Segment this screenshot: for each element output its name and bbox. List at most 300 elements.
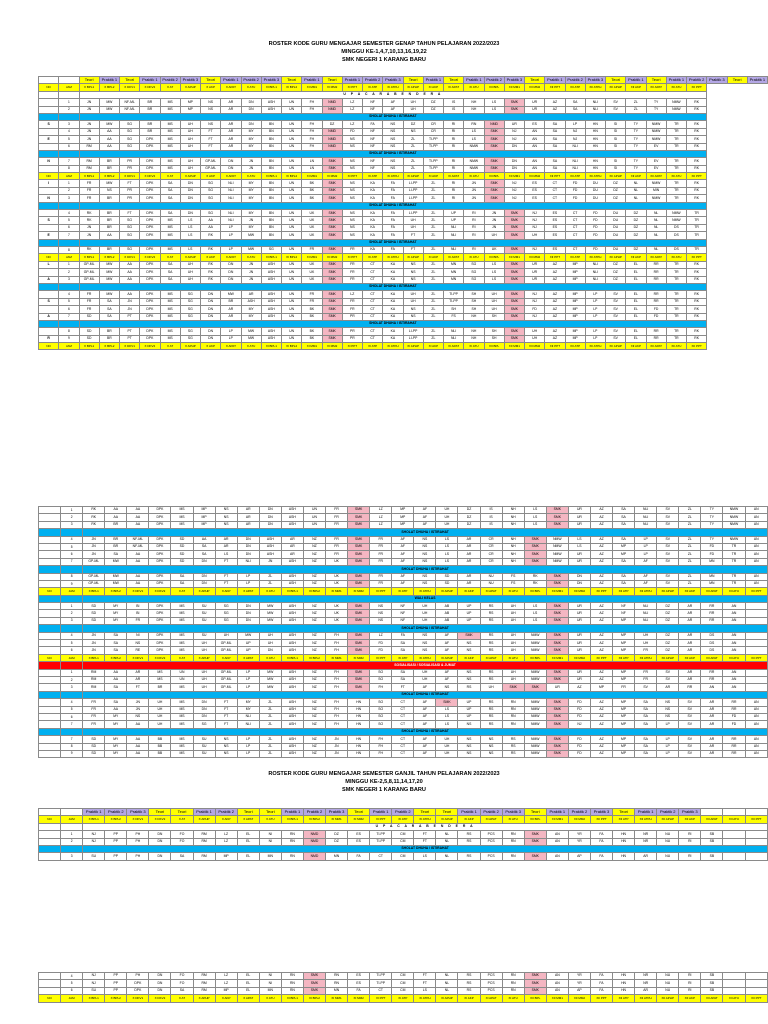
roster-cell: S: [39, 217, 59, 224]
roster-cell: [61, 625, 83, 632]
roster-cell: XII ATU: [723, 654, 745, 661]
table-row: [39, 210, 768, 217]
roster-cell: TR: [666, 269, 686, 276]
roster-cell: SHOLAT DHUHA / ISTIRAHAT: [83, 728, 768, 735]
roster-cell: [39, 291, 59, 298]
roster-cell: BR: [99, 224, 119, 231]
roster-cell: CT: [392, 699, 414, 706]
roster-cell: LP: [221, 335, 241, 342]
roster-cell: XII BPL: [524, 995, 546, 1002]
roster-cell: SMK: [524, 980, 546, 987]
roster-cell: [61, 728, 83, 735]
roster-cell: XI MM2: [348, 995, 370, 1002]
roster-cell: ASH: [281, 617, 303, 624]
roster-cell: NH: [464, 328, 484, 335]
roster-cell: NLI: [444, 246, 464, 253]
roster-cell: 9: [59, 335, 79, 342]
roster-cell: NMW: [524, 713, 546, 720]
roster-cell: SHOLAT DHUHA / ISTIRAHAT: [83, 566, 768, 573]
roster-cell: MY: [237, 706, 259, 713]
roster-cell: MP: [613, 676, 635, 683]
sholat-band: [39, 113, 768, 120]
roster-cell: NL: [436, 853, 458, 860]
roster-cell: LP: [585, 291, 605, 298]
roster-cell: DPK: [140, 232, 160, 239]
roster-cell: XI MM2: [322, 84, 342, 91]
roster-cell: MP: [565, 291, 585, 298]
roster-cell: X DKV2: [149, 995, 171, 1002]
roster-cell: XII APHP: [657, 995, 679, 1002]
roster-cell: AN: [745, 543, 768, 550]
roster-cell: AF: [635, 558, 657, 565]
table-row: [39, 632, 768, 639]
roster-cell: MY: [105, 736, 127, 743]
roster-cell: RM: [193, 973, 215, 980]
roster-cell: NLI: [585, 261, 605, 268]
roster-cell: SMK: [348, 617, 370, 624]
roster-cell: NO: [39, 588, 61, 595]
roster-cell: MP: [613, 640, 635, 647]
roster-cell: LS: [524, 514, 546, 521]
roster-cell: [39, 128, 59, 135]
roster-cell: RR: [701, 617, 723, 624]
roster-cell: Praktik 2: [105, 809, 127, 816]
roster-cell: AA: [201, 217, 221, 224]
roster-cell: DZ: [458, 514, 480, 521]
roster-cell: AB: [436, 610, 458, 617]
roster-cell: XII PPT: [745, 816, 768, 823]
roster-cell: SD: [83, 736, 105, 743]
roster-cell: LP: [657, 750, 679, 757]
roster-cell: FT: [215, 699, 237, 706]
roster-cell: Praktik 2: [241, 77, 261, 84]
roster-cell: X DKV1: [120, 343, 140, 350]
roster-cell: XII APAT: [701, 588, 723, 595]
roster-cell: AN: [723, 669, 745, 676]
roster-cell: NL: [436, 838, 458, 845]
roster-cell: UN: [171, 676, 193, 683]
roster-cell: BN: [261, 128, 281, 135]
roster-cell: SMK: [504, 224, 524, 231]
roster-cell: [39, 143, 59, 150]
roster-cell: NR: [635, 838, 657, 845]
table-row: [39, 136, 768, 143]
roster-cell: UP: [458, 699, 480, 706]
roster-cell: LZ: [342, 291, 362, 298]
roster-cell: CT: [565, 217, 585, 224]
roster-cell: AR: [458, 580, 480, 587]
roster-title-1: ROSTER KODE GURU MENGAJAR SEMESTER GENAP TAHUN PELAJARAN 2022/2023: [268, 41, 500, 47]
roster-cell: MP: [215, 987, 237, 994]
roster-cell: DPK: [140, 195, 160, 202]
roster-cell: MS: [160, 158, 180, 165]
roster-cell: AP: [568, 987, 590, 994]
roster-cell: AR: [237, 514, 259, 521]
roster-cell: FH: [326, 713, 348, 720]
roster-cell: UH: [193, 676, 215, 683]
roster-cell: NI: [259, 973, 281, 980]
roster-cell: XII ATP: [565, 84, 585, 91]
roster-cell: RI: [444, 128, 464, 135]
roster-cell: XI AKP: [423, 254, 443, 261]
roster-cell: LP: [237, 736, 259, 743]
roster-cell: 3: [61, 617, 83, 624]
roster-cell: ASH: [281, 750, 303, 757]
roster-cell: UH: [480, 684, 502, 691]
roster-cell: ES: [348, 980, 370, 987]
roster-cell: SMK: [322, 165, 342, 172]
roster-cell: MY: [105, 713, 127, 720]
roster-cell: SMK: [348, 558, 370, 565]
roster-cell: RK: [687, 187, 707, 194]
roster-cell: SMK: [524, 831, 546, 838]
roster-cell: SMK: [484, 165, 504, 172]
roster-cell: 1: [61, 507, 83, 514]
roster-cell: FH: [370, 750, 392, 757]
roster-cell: MP: [613, 713, 635, 720]
roster-cell: Teori: [237, 809, 259, 816]
roster-cell: FT: [127, 684, 149, 691]
roster-cell: FR: [302, 298, 322, 305]
roster-cell: RK: [79, 246, 99, 253]
roster-cell: UH: [193, 684, 215, 691]
roster-cell: Praktik 3: [504, 77, 524, 84]
roster-cell: SG: [120, 136, 140, 143]
roster-cell: [39, 224, 59, 231]
roster-cell: AF: [414, 721, 436, 728]
roster-cell: LP: [635, 543, 657, 550]
roster-cell: LP: [221, 328, 241, 335]
roster-cell: AZ: [545, 106, 565, 113]
roster-cell: SU: [193, 743, 215, 750]
roster-cell: NL: [646, 246, 666, 253]
roster-cell: DN: [237, 543, 259, 550]
roster-cell: NO: [39, 343, 59, 350]
roster-cell: 7: [61, 721, 83, 728]
roster-cell: X DKV1: [120, 84, 140, 91]
roster-cell: JN: [241, 158, 261, 165]
roster-cell: X AT: [160, 254, 180, 261]
roster-cell: UH: [180, 276, 200, 283]
roster-cell: MW: [221, 291, 241, 298]
roster-cell: ZL: [423, 298, 443, 305]
roster-cell: RR: [646, 276, 666, 283]
roster-cell: FH: [302, 121, 322, 128]
roster-cell: XII MM2: [525, 343, 545, 350]
roster-cell: ASH: [281, 676, 303, 683]
roster-cell: SMK: [504, 291, 524, 298]
roster-cell: HN: [348, 699, 370, 706]
roster-cell: Praktik 1: [458, 809, 480, 816]
roster-table-2: [38, 506, 768, 758]
roster-cell: NF-ML: [120, 106, 140, 113]
roster-cell: RN: [326, 980, 348, 987]
roster-cell: NH: [502, 514, 524, 521]
roster-cell: UH: [436, 750, 458, 757]
roster-cell: TY: [646, 99, 666, 106]
roster-cell: NS: [458, 676, 480, 683]
roster-cell: NMW: [646, 195, 666, 202]
roster-cell: TR: [687, 224, 707, 231]
roster-cell: NJ: [525, 224, 545, 231]
roster-cell: [39, 99, 59, 106]
roster-cell: XII ATU: [666, 84, 686, 91]
roster-cell: FT: [414, 831, 436, 838]
roster-cell: X AKP: [215, 588, 237, 595]
roster-cell: JN: [79, 136, 99, 143]
roster-cell: FH: [302, 136, 322, 143]
roster-cell: PCS: [480, 838, 502, 845]
roster-cell: KA: [363, 246, 383, 253]
roster-cell: XI APHP: [403, 343, 423, 350]
roster-cell: JN: [120, 298, 140, 305]
roster-cell: DN: [221, 269, 241, 276]
roster-cell: MW: [259, 603, 281, 610]
roster-cell: RS: [480, 676, 502, 683]
roster-cell: DPK: [149, 573, 171, 580]
roster-cell: NMW: [723, 536, 745, 543]
roster-cell: RM: [193, 980, 215, 987]
roster-cell: [59, 283, 79, 290]
roster-cell: BR: [105, 521, 127, 528]
roster-cell: MW: [99, 261, 119, 268]
roster-cell: Teori: [149, 809, 171, 816]
roster-cell: MY: [241, 180, 261, 187]
roster-cell: NS: [403, 261, 423, 268]
roster-cell: X BPL1: [83, 588, 105, 595]
roster-cell: MIN: [646, 187, 666, 194]
table-row: [39, 973, 768, 980]
roster-cell: FR: [326, 507, 348, 514]
roster-cell: RS: [480, 603, 502, 610]
roster-cell: FS: [502, 580, 524, 587]
roster-cell: TI-PP: [370, 838, 392, 845]
roster-cell: RK: [687, 128, 707, 135]
roster-cell: AN: [723, 676, 745, 683]
table-row: [39, 128, 768, 135]
roster-cell: BR: [99, 328, 119, 335]
roster-cell: MW: [99, 269, 119, 276]
roster-cell: SMK: [546, 521, 568, 528]
roster-cell: UH: [525, 232, 545, 239]
roster-cell: NS: [383, 121, 403, 128]
roster-cell: SG: [180, 298, 200, 305]
roster-cell: RN: [281, 987, 303, 994]
roster-cell: AZ: [590, 743, 612, 750]
roster-cell: DN: [193, 580, 215, 587]
roster-cell: [39, 838, 61, 845]
roster-cell: XI ATP: [392, 816, 414, 823]
roster-cell: IS: [480, 521, 502, 528]
roster-cell: TI-PP: [370, 980, 392, 987]
roster-cell: BR: [99, 335, 119, 342]
roster-cell: RS: [480, 713, 502, 720]
roster-cell: EL: [626, 328, 646, 335]
roster-cell: [39, 529, 61, 536]
roster-cell: UR: [568, 632, 590, 639]
roster-cell: AA: [99, 128, 119, 135]
roster-cell: XII ATP: [613, 588, 635, 595]
roster-cell: SG: [261, 246, 281, 253]
roster-cell: AZ: [590, 610, 612, 617]
roster-cell: NS: [657, 706, 679, 713]
roster-cell: Teori: [282, 77, 302, 84]
roster-cell: NS: [458, 743, 480, 750]
roster-cell: ASH: [281, 699, 303, 706]
roster-cell: NO: [39, 654, 61, 661]
class-code-row: [39, 173, 768, 180]
roster-cell: SA: [565, 99, 585, 106]
roster-cell: X ATU: [259, 816, 281, 823]
roster-cell: HN: [585, 128, 605, 135]
roster-cell: MP: [565, 306, 585, 313]
roster-cell: AF: [436, 669, 458, 676]
roster-cell: RN: [502, 699, 524, 706]
roster-cell: SG: [201, 187, 221, 194]
roster-cell: RK: [687, 313, 707, 320]
roster-cell: AR: [215, 536, 237, 543]
roster-cell: SMK: [303, 973, 325, 980]
roster-cell: AA: [105, 507, 127, 514]
roster-cell: DN: [193, 699, 215, 706]
roster-cell: Praktik 2: [303, 809, 325, 816]
roster-weeks-2: MINGGU KE-2,5,8,11,14,17,20: [345, 779, 423, 785]
roster-cell: LS: [484, 99, 504, 106]
roster-cell: RK: [687, 335, 707, 342]
table-row: [39, 573, 768, 580]
roster-cell: NS: [342, 195, 362, 202]
roster-cell: EL: [237, 831, 259, 838]
roster-cell: NI: [259, 831, 281, 838]
roster-cell: NMW: [546, 558, 568, 565]
roster-cell: AZ: [590, 558, 612, 565]
roster-cell: UN: [282, 195, 302, 202]
roster-cell: ZL: [259, 750, 281, 757]
roster-cell: UH: [149, 706, 171, 713]
roster-cell: [39, 536, 61, 543]
roster-cell: MY: [241, 224, 261, 231]
roster-cell: RS: [458, 853, 480, 860]
roster-cell: FR: [635, 647, 657, 654]
roster-cell: JAM: [61, 816, 83, 823]
roster-cell: SA: [160, 195, 180, 202]
roster-cell: [39, 676, 61, 683]
roster-cell: XI APAT: [480, 588, 502, 595]
roster-cell: X AT: [171, 816, 193, 823]
roster-cell: NH: [464, 335, 484, 342]
roster-cell: UR: [525, 99, 545, 106]
roster-cell: NZ: [303, 580, 325, 587]
roster-cell: UN: [282, 291, 302, 298]
roster-cell: NS: [480, 736, 502, 743]
roster-cell: NLI: [585, 106, 605, 113]
roster-cell: X APHP: [180, 254, 200, 261]
roster-cell: XII ATPH: [635, 816, 657, 823]
roster-cell: SA: [613, 521, 635, 528]
roster-cell: XI APAT: [444, 343, 464, 350]
roster-cell: FO: [171, 831, 193, 838]
roster-cell: [39, 987, 61, 994]
roster-cell: IS: [444, 106, 464, 113]
roster-cell: XII ATU: [666, 343, 686, 350]
roster-cell: AZ: [590, 676, 612, 683]
roster-cell: JN: [120, 306, 140, 313]
roster-cell: AZ: [590, 713, 612, 720]
roster-cell: SU: [83, 987, 105, 994]
roster-cell: [39, 106, 59, 113]
roster-cell: IS: [480, 514, 502, 521]
roster-cell: UP: [458, 706, 480, 713]
roster-cell: 1: [61, 831, 83, 838]
roster-cell: TY: [701, 536, 723, 543]
roster-cell: XII PPT: [590, 654, 612, 661]
roster-cell: HN: [585, 121, 605, 128]
roster-cell: AR: [221, 313, 241, 320]
roster-cell: Teori: [322, 77, 342, 84]
roster-cell: JN: [79, 224, 99, 231]
roster-cell: AB: [436, 617, 458, 624]
roster-cell: GP-ML: [201, 158, 221, 165]
roster-cell: X APAT: [221, 343, 241, 350]
roster-cell: AA: [120, 261, 140, 268]
roster-cell: SB: [701, 831, 723, 838]
roster-cell: SV: [657, 580, 679, 587]
roster-cell: NLI: [565, 165, 585, 172]
roster-cell: KA: [383, 261, 403, 268]
roster-cell: UP: [237, 640, 259, 647]
roster-cell: XII ATU: [666, 173, 686, 180]
roster-cell: Teori: [348, 809, 370, 816]
roster-cell: FR: [79, 298, 99, 305]
roster-cell: SD: [436, 580, 458, 587]
roster-cell: FT: [414, 838, 436, 845]
roster-cell: 7: [61, 736, 83, 743]
roster-cell: JN: [83, 640, 105, 647]
roster-cell: R: [39, 335, 59, 342]
roster-cell: XI ATU: [464, 254, 484, 261]
roster-cell: A: [39, 276, 59, 283]
roster-cell: X AT: [171, 995, 193, 1002]
roster-cell: FH: [302, 99, 322, 106]
roster-cell: UK: [326, 580, 348, 587]
roster-cell: UN: [282, 210, 302, 217]
roster-cell: Praktik 2: [363, 77, 383, 84]
roster-cell: TI-PP: [423, 158, 443, 165]
roster-cell: BB: [149, 736, 171, 743]
roster-cell: RR: [679, 684, 701, 691]
roster-cell: UN: [282, 217, 302, 224]
roster-cell: [745, 987, 768, 994]
roster-cell: RR: [701, 610, 723, 617]
roster-cell: RM: [83, 669, 105, 676]
roster-cell: XI PPT: [370, 654, 392, 661]
roster-cell: SG: [201, 210, 221, 217]
roster-cell: Praktik 3: [383, 77, 403, 84]
roster-cell: NJ: [565, 128, 585, 135]
roster-cell: AN: [525, 165, 545, 172]
roster-cell: TY: [646, 106, 666, 113]
roster-cell: Teori: [171, 809, 193, 816]
roster-cell: SV: [657, 669, 679, 676]
roster-cell: NF: [363, 99, 383, 106]
roster-cell: UH: [414, 603, 436, 610]
roster-cell: DPK: [149, 617, 171, 624]
roster-cell: SV: [657, 521, 679, 528]
roster-cell: TY: [626, 128, 646, 135]
roster-cell: NMW: [723, 521, 745, 528]
roster-cell: NZ: [303, 647, 325, 654]
roster-cell: AR: [221, 143, 241, 150]
